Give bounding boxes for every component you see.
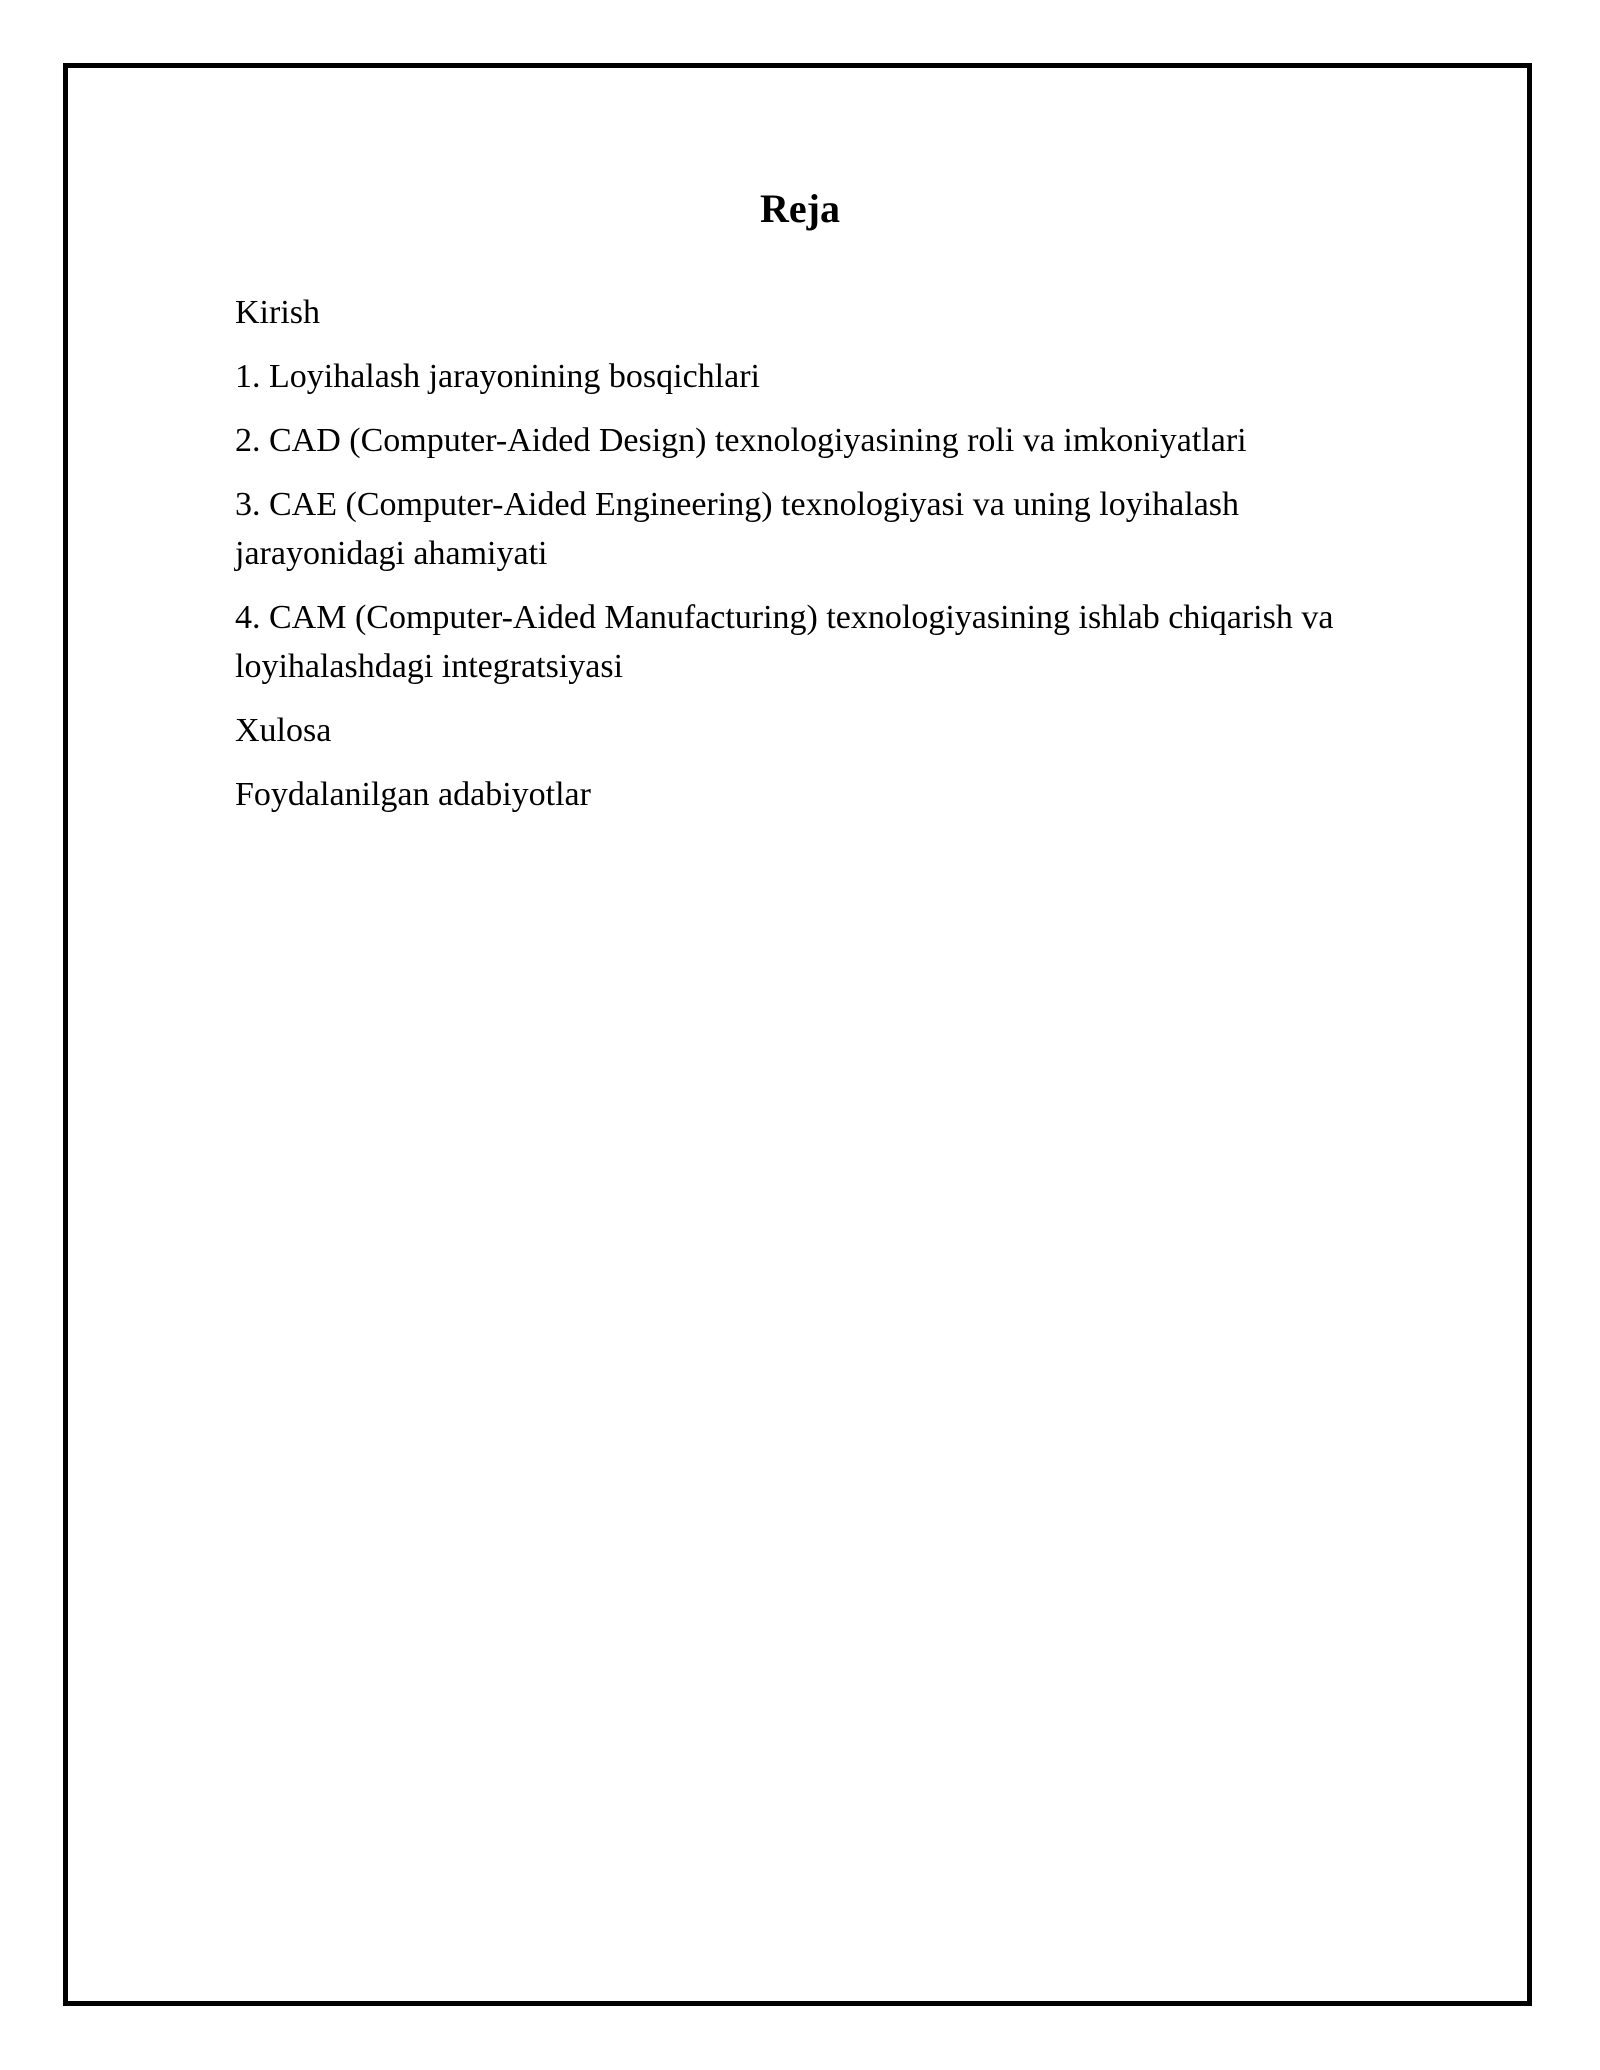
toc-item-3: 3. CAE (Computer-Aided Engineering) texnologiyasi va uning loyihalash jarayonidagi ahamiyati (235, 486, 1240, 572)
page-title: Reja (760, 186, 840, 231)
table-of-contents (235, 288, 1365, 834)
toc-item-2: 2. CAD (Computer-Aided Design) texnologiyasining roli va imkoniyatlari (235, 422, 1247, 459)
toc-item-1: 1. Loyihalash jarayonining bosqichlari (235, 358, 760, 395)
toc-item-references: Foydalanilgan adabiyotlar (235, 776, 591, 813)
toc-item-4: 4. CAM (Computer-Aided Manufacturing) texnologiyasining ishlab chiqarish va loyihalashdagi integratsiyasi (235, 599, 1334, 685)
toc-item-introduction: Kirish (235, 294, 320, 331)
toc-item-conclusion: Xulosa (235, 712, 332, 749)
